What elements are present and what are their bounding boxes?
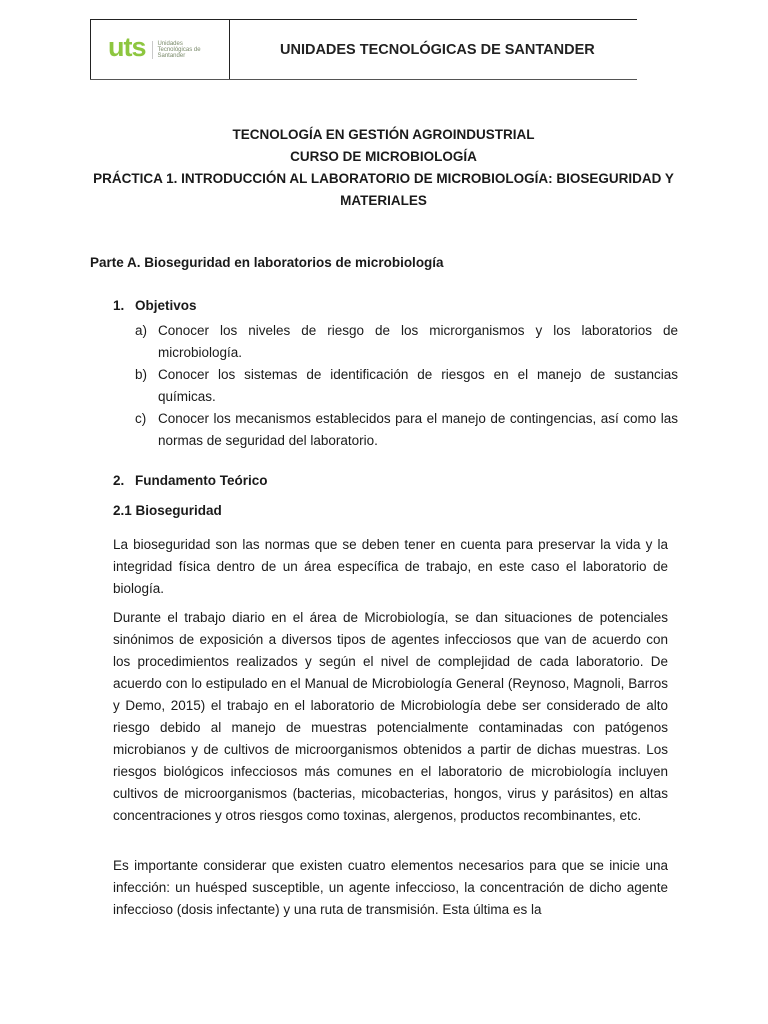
logo-subtitle: Unidades Tecnológicas de Santander (152, 41, 210, 59)
list-item (135, 408, 678, 452)
program-title: TECNOLOGÍA EN GESTIÓN AGROINDUSTRIAL (232, 127, 535, 142)
paragraph: La bioseguridad son las normas que se deben tener en cuenta para preservar la vida y la integridad física dentro de un área específica de trabajo, en este caso el laboratorio de biología. (113, 537, 668, 596)
item-text: Conocer los sistemas de identificación de riesgos en el manejo de sustancias químicas. (158, 367, 678, 404)
practice-title: PRÁCTICA 1. INTRODUCCIÓN AL LABORATORIO DE MICROBIOLOGÍA: BIOSEGURIDAD Y MATERIALES (93, 171, 674, 208)
uts-logo (90, 20, 230, 79)
course-title: CURSO DE MICROBIOLOGÍA (290, 149, 477, 164)
section-2-heading (113, 473, 268, 488)
section-2-title: Fundamento Teórico (135, 473, 268, 488)
objectives-list (135, 320, 678, 452)
institution-name: UNIDADES TECNOLÓGICAS DE SANTANDER (280, 41, 595, 58)
item-letter: b) (135, 367, 148, 382)
item-text: Conocer los niveles de riesgo de los microrganismos y los laboratorios de microbiología. (158, 323, 678, 360)
item-letter: c) (135, 411, 147, 426)
subsection-heading: 2.1 Bioseguridad (113, 503, 222, 518)
section-1-title: Objetivos (135, 298, 197, 313)
section-2-number: 2. (113, 473, 125, 488)
paragraph: Es importante considerar que existen cuatro elementos necesarios para que se inicie una infección: un huésped susceptible, un agente infeccioso, la concentración de dicho agente infeccioso (dosis infectante) y una ruta de transmisión. Esta última es la (113, 858, 668, 917)
item-text: Conocer los mecanismos establecidos para el manejo de contingencias, así como las normas de seguridad del laboratorio. (158, 411, 678, 448)
document-titles (90, 124, 677, 212)
list-item (135, 320, 678, 364)
document-header (90, 19, 637, 80)
logo-mark: uts (108, 32, 146, 62)
part-a-heading: Parte A. Bioseguridad en laboratorios de microbiología (90, 255, 444, 270)
paragraph: Durante el trabajo diario en el área de Microbiología, se dan situaciones de potenciales sinónimos de exposición a diversos tipos de agentes infecciosos que van de acuerdo con los procedimientos realizados y según el nivel de complejidad de cada laboratorio. De acuerdo con lo estipulado en el Manual de Microbiología General (Reynoso, Magnoli, Barros y Demo, 2015) el trabajo en el laboratorio de Microbiología debe ser considerado de alto riesgo debido al manejo de muestras potencialmente contaminadas con patógenos microbianos y de cultivos de microorganismos obtenidos a partir de dichas muestras. Los riesgos biológicos infecciosos más comunes en el laboratorio de microbiología incluyen cultivos de microorganismos (bacterias, micobacterias, hongos, virus y parásitos) en altas concentraciones y otros riesgos como toxinas, alergenos, productos recombinantes, etc. (113, 610, 668, 823)
section-1-heading (113, 298, 197, 313)
list-item (135, 364, 678, 408)
section-1-number: 1. (113, 298, 125, 313)
item-letter: a) (135, 323, 148, 338)
